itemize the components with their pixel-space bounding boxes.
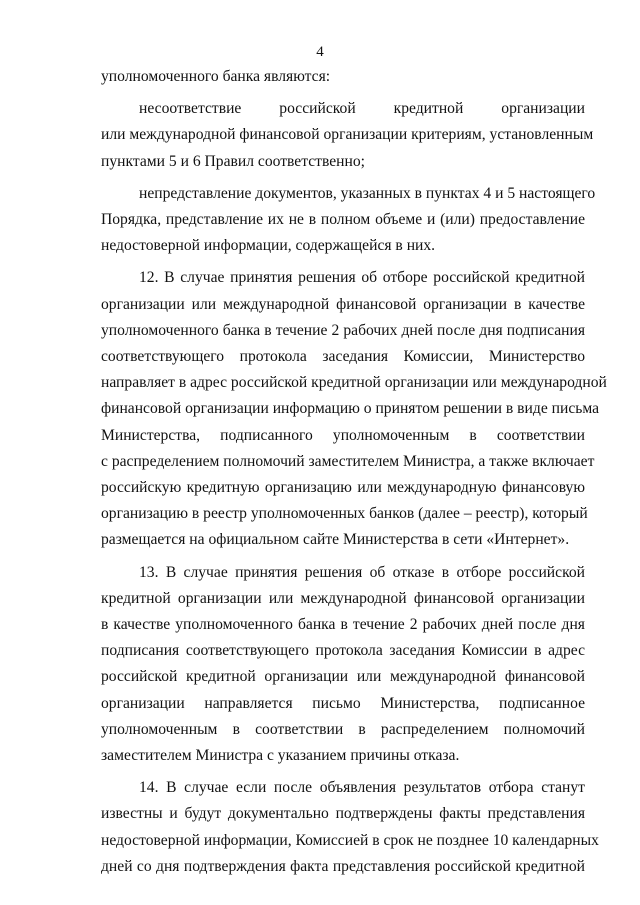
paragraph-line: подписания соответствующего протокола заседания Комиссии в адрес <box>101 642 585 660</box>
paragraph-line: размещается на официальном сайте Министерства в сети «Интернет». <box>101 531 570 549</box>
paragraph <box>101 181 596 260</box>
paragraph-line: пунктами 5 и 6 Правил соответственно; <box>101 152 365 170</box>
paragraph <box>101 64 585 90</box>
paragraph-line: 12. В случае принятия решения об отборе российской кредитной <box>139 269 585 287</box>
paragraph-line: с распределением полномочий заместителем Министра, а также включает <box>101 452 595 470</box>
paragraph <box>101 265 607 553</box>
paragraph-line: 14. В случае если после объявления результатов отбора станут <box>139 779 585 797</box>
paragraph-line: российскую кредитную организацию или международную финансовую <box>101 479 585 497</box>
paragraph-line: российской кредитной организации или международной финансовой <box>101 668 585 686</box>
paragraph-line: организации направляется письмо Министерства, подписанное <box>101 694 585 712</box>
paragraph-line: 13. В случае принятия решения об отказе в отборе российской <box>139 563 585 581</box>
document-body <box>101 64 607 880</box>
page-number: 4 <box>316 44 324 60</box>
paragraph-line: в качестве уполномоченного банка в течение 2 рабочих дней после дня <box>101 616 585 634</box>
paragraph <box>101 96 594 175</box>
paragraph-line: несоответствие российской кредитной организации <box>139 100 585 118</box>
paragraph-line: заместителем Министра с указанием причины отказа. <box>101 747 460 765</box>
paragraph-line: уполномоченного банка в течение 2 рабочих дней после дня подписания <box>101 321 585 339</box>
paragraph-line: дней со дня подтверждения факта представления российской кредитной <box>101 857 585 875</box>
paragraph-line: уполномоченным в соответствии в распределением полномочий <box>101 720 585 738</box>
paragraph-line: Порядка, представление их не в полном объеме и (или) предоставление <box>101 211 585 229</box>
paragraph-line: организации или международной финансовой организации в качестве <box>101 295 585 313</box>
paragraph-line: непредставление документов, указанных в пунктах 4 и 5 настоящего <box>139 184 596 202</box>
paragraph-line: финансовой организации информацию о принятом решении в виде письма <box>101 400 600 418</box>
paragraph-line: уполномоченного банка являются: <box>101 68 331 85</box>
paragraph <box>101 775 599 880</box>
paragraph-line: Министерства, подписанного уполномоченным в соответствии <box>101 426 585 444</box>
paragraph-line: организацию в реестр уполномоченных банков (далее – реестр), который <box>101 505 588 523</box>
paragraph <box>101 560 585 770</box>
paragraph-line: недостоверной информации, Комиссией в срок не позднее 10 календарных <box>101 831 599 849</box>
paragraph-line: кредитной организации или международной финансовой организации <box>101 589 585 607</box>
paragraph-line: соответствующего протокола заседания Комиссии, Министерство <box>101 348 585 366</box>
paragraph-line: известны и будут документально подтверждены факты представления <box>101 805 585 823</box>
paragraph-line: направляет в адрес российской кредитной организации или международной <box>101 374 607 392</box>
paragraph-line: или международной финансовой организации критериям, установленным <box>101 126 594 144</box>
paragraph-line: недостоверной информации, содержащейся в них. <box>101 237 436 255</box>
